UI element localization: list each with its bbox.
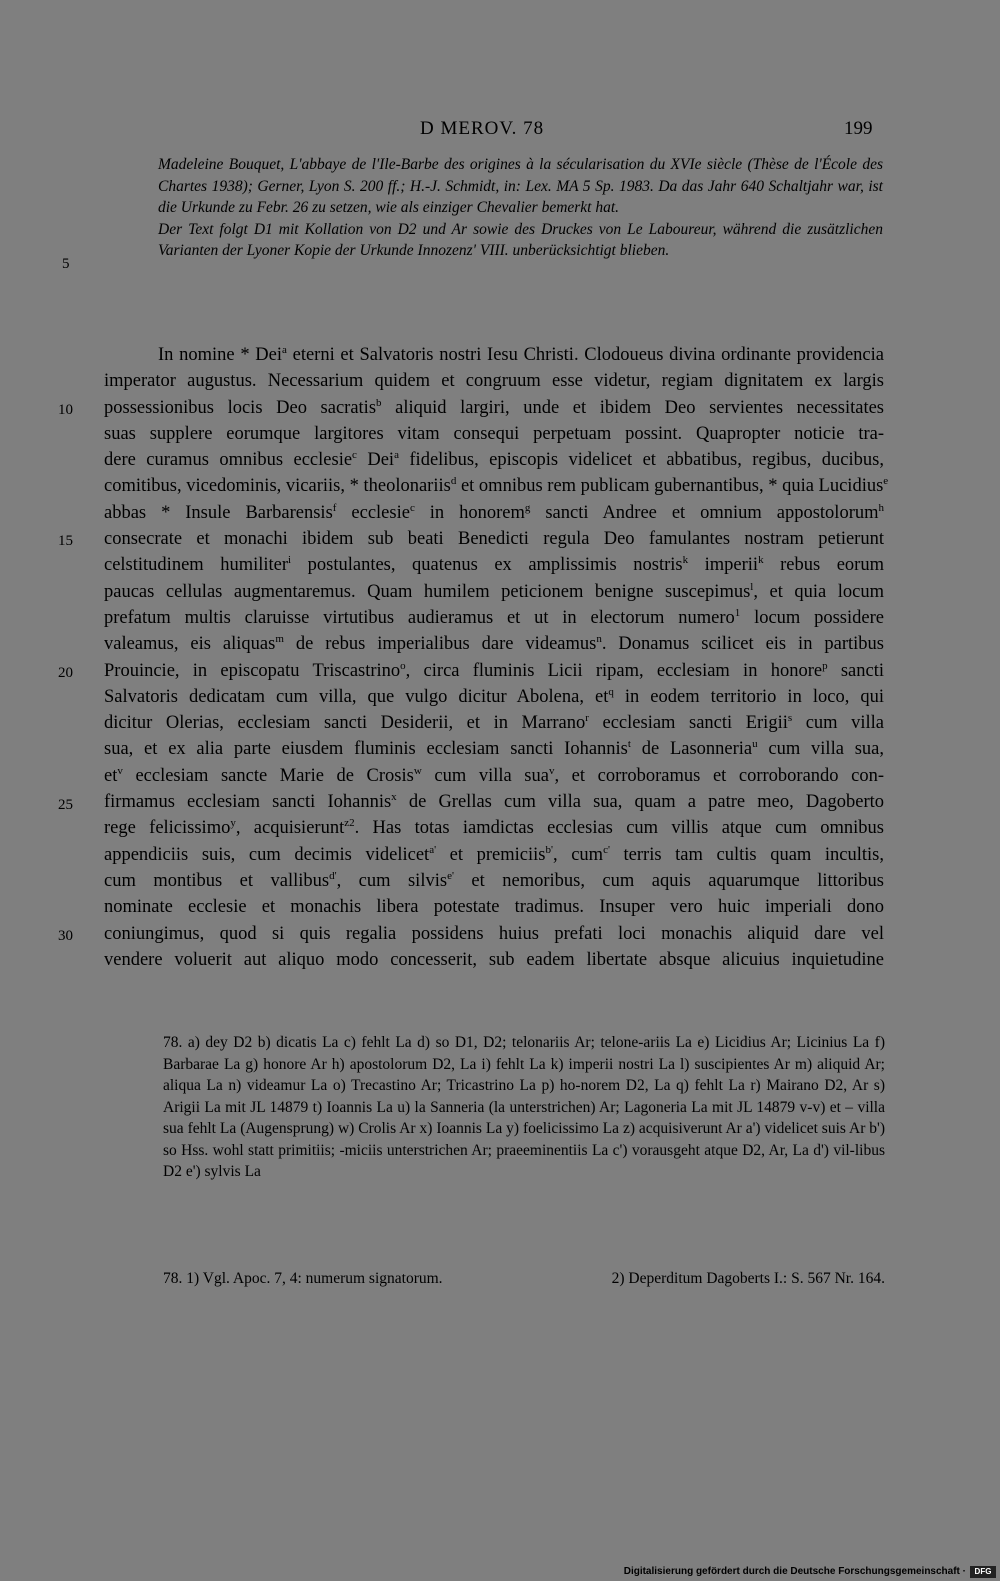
text-line: sua, et ex alia parte eiusdem fluminis ecclesiam sancti Iohannis$^t$ de Lasonneria$^u$ cum villa sua, [104, 738, 884, 760]
text-line: suas supplere eorumque largitores vitam consequi perpetuam possint. Quapropter noticie tra- [104, 423, 884, 444]
text-line: appendiciis suis, cum decimis videlicet$^{a'}$ et premiciis$^{b'}$, cum$^{c'}$ terris tam cultis quam incultis, [104, 843, 885, 865]
text-line: $et^v$ ecclesiam sancte Marie de Crosis$^w$ cum villa sua$^v$, et corroboramus et corroborando con- [104, 764, 884, 786]
intro-paragraph-1: Madeleine Bouquet, L'abbaye de l'Ile-Barbe des origines à la sécularisation du XVIe siècle (Thèse de l'École des Chartes 1938); Gerner, Lyon S. 200 ff.; H.-J. Schmidt, in: Lex. MA 5 Sp. 1983. Da das Jahr 640 Schaltjahr war, ist die Urkunde zu Febr. 26 zu setzen, wie als einziger Chevalier bemerkt hat. [158, 156, 883, 216]
text-line: comitibus, vicedominis, vicariis, * theolonariis$^d$ et omnibus rem publicam gubernantibus, * quia Lucidius$^e$ [104, 475, 889, 497]
text-line: Salvatoris dedicatam cum villa, que vulgo dicitur Abolena, $et^q$ in eodem territorio in loco, qui [104, 685, 884, 707]
text-line: Prouincie, in episcopatu Triscastrino$^o$, circa fluminis Licii ripam, ecclesiam in honore$^p$ sancti [104, 659, 884, 681]
critical-apparatus: 78. a) dey D2 b) dicatis La c) fehlt La d) so D1, D2; telonariis Ar; telone-ariis La e) Licidius Ar; Licinius La f) Barbarae La g) honore Ar h) apostolorum D2, La i) fehlt La k) imperii nostri La l) suscipientes Ar m) aliquid Ar; aliqua La n) videamur La o) Trecastino Ar; Tricastrino La p) ho-norem D2, La q) fehlt La r) Mairano D2, Ar s) Arigii La mit JL 14879 t) Ioannis La u) la Sanneria (la unterstrichen) Ar; Lagoneria La mit JL 14879 v-v) et – villa sua fehlt La (Augensprung) w) Crolis Ar x) Ioannis La y) foelicissimo La z) acquisiverunt Ar a') videlicet suis Ar b') so Hss. wohl statt primitiis; -miciis unterstrichen Ar; praeeminentiis La c') vorausgeht atque D2, Ar, La d') vil-libus D2 e') sylvis La [163, 1034, 885, 1180]
text-line: possessionibus locis Deo sacratis$^b$ aliquid largiri, unde et ibidem Deo servientes necessitates [104, 396, 885, 418]
text-line: paucas cellulas augmentaremus. Quam humilem peticionem benigne suscepimus$^l$, et quia locum [104, 580, 884, 602]
text-line: celstitudinem humiliter$^i$ postulantes, quatenus ex amplissimis nostris$^k$ imperii$^k$ rebus eorum [104, 554, 884, 576]
digitization-banner [0, 1561, 1000, 1581]
text-line: nominate ecclesie et monachis libera potestate tradimus. Insuper vero huic imperiali dono [104, 897, 884, 918]
text-line: abbas * Insule Barbarensis$^f$ ecclesie$^c$ in honorem$^g$ sancti Andree et omnium appostolorum$^h$ [104, 501, 885, 523]
line-number: 25 [58, 797, 73, 813]
footnotes [163, 1270, 885, 1288]
text-line: valeamus, eis aliquas$^m$ de rebus imperialibus dare videamus$^n$. Donamus scilicet eis in partibus [104, 633, 884, 655]
page-number: 199 [844, 118, 873, 139]
text-line: rege felicissimo$^y$, acquisierunt$^{z2}$. Has totas iamdictas ecclesias cum villis atque cum omnibus [104, 817, 885, 839]
line-number: 5 [62, 256, 70, 272]
text-line: In nomine * Dei$^a$ eterni et Salvatoris nostri Iesu Christi. Clodoueus divina ordinante providencia [158, 344, 884, 365]
running-header [0, 118, 1000, 148]
text-line: vendere voluerit aut aliquo modo concesserit, sub eadem libertate absque alicuius inquietudine [104, 949, 884, 970]
intro-block [158, 154, 883, 262]
line-number: 10 [58, 402, 73, 418]
footnote-left: 78. 1) Vgl. Apoc. 7, 4: numerum signatorum. [163, 1270, 443, 1287]
line-number: 20 [58, 665, 73, 681]
text-line: consecrate et monachi ibidem sub beati Benedicti regula Deo famulantes nostram petierunt [104, 529, 884, 550]
intro-paragraph-2: Der Text folgt D1 mit Kollation von D2 und Ar sowie des Druckes von Le Laboureur, während die zusätzlichen Varianten der Lyoner Kopie der Urkunde Innozenz' VIII. unberücksichtigt blieben. [158, 220, 883, 259]
text-line: dere curamus omnibus ecclesie$^c$ Dei$^a$ fidelibus, episcopis videlicet et abbatibus, regibus, ducibus, [104, 449, 884, 471]
line-number: 15 [58, 533, 73, 549]
text-line: coniungimus, quod si quis regalia possidens huius prefati loci monachis aliquid dare vel [104, 923, 884, 944]
line-number: 30 [58, 928, 73, 944]
charter-text [104, 342, 889, 973]
text-line: firmamus ecclesiam sancti Iohannis$^x$ de Grellas cum villa sua, quam a patre meo, Dagoberto [104, 791, 884, 813]
banner-text: Digitalisierung gefördert durch die Deutsche Forschungsgemeinschaft · [623, 1566, 966, 1577]
text-line: imperator augustus. Necessarium quidem et congruum esse videtur, regiam dignitatem ex largis [104, 371, 884, 392]
text-line: prefatum multis claruisse virtutibus audieramus et ut in electorum numero$^1$ locum possidere [104, 606, 884, 628]
footnote-right: 2) Deperditum Dagoberts I.: S. 567 Nr. 164. [611, 1270, 885, 1287]
text-line: cum montibus et vallibus$^{d'}$, cum silvis$^{e'}$ et nemoribus, cum aquis aquarumque littoribus [104, 869, 884, 891]
text-line: dicitur Olerias, ecclesiam sancti Desiderii, et in Marrano$^r$ ecclesiam sancti Erigii$^s$ cum villa [104, 712, 885, 734]
dfg-logo: DFG [970, 1566, 996, 1578]
header-title: D MEROV. 78 [420, 118, 545, 139]
